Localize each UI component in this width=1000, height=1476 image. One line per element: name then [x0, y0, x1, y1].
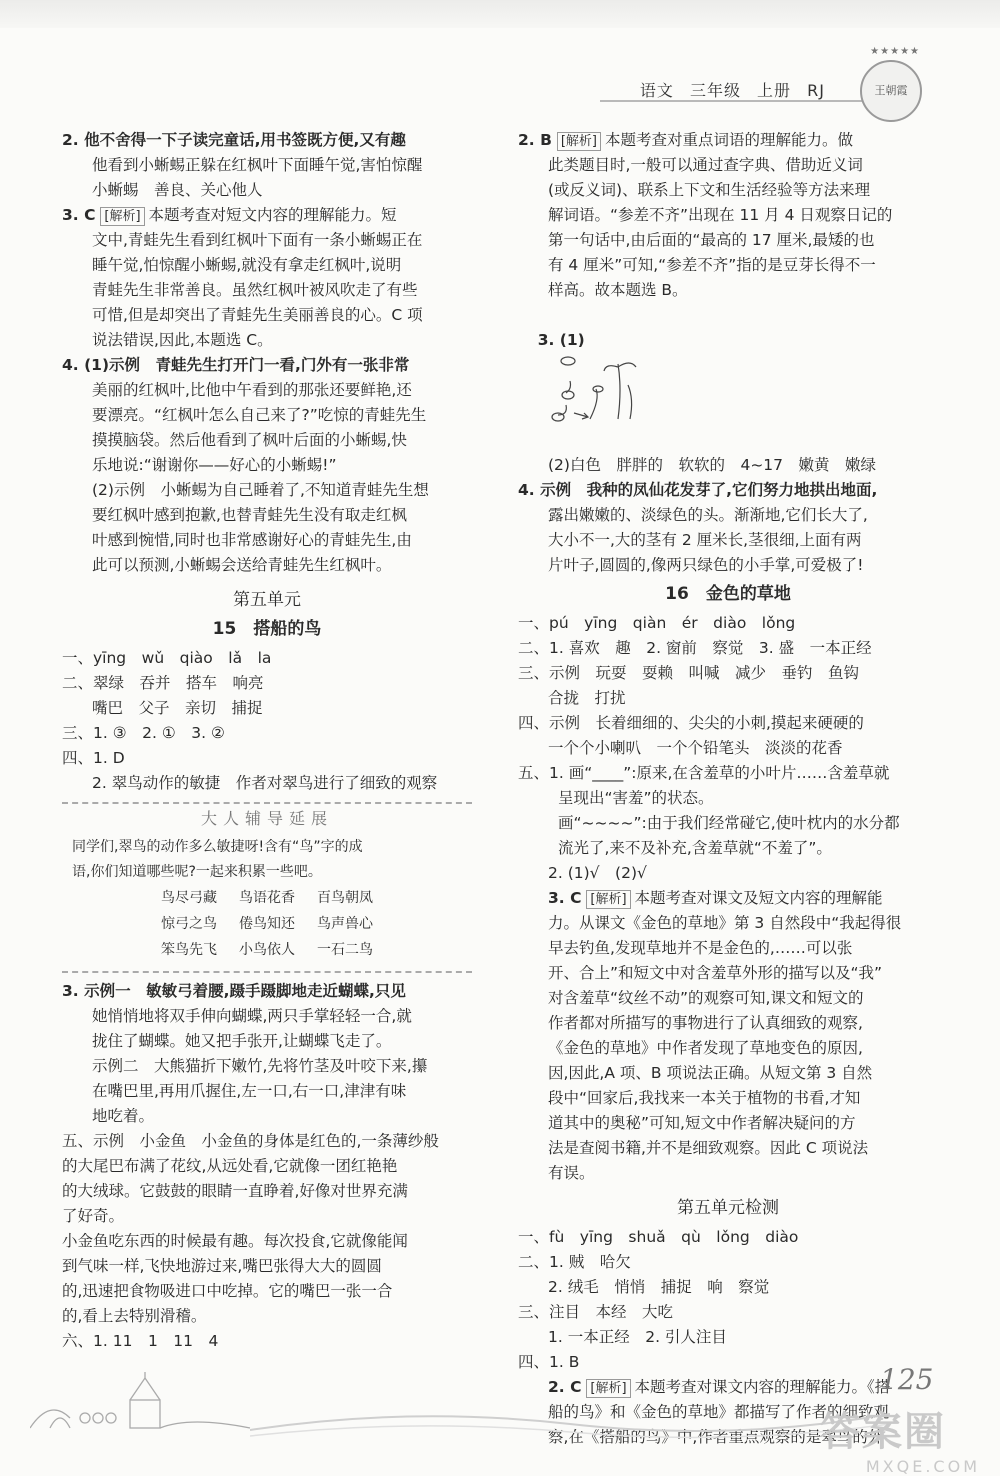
answer-line: 2. 翠鸟动作的敏捷 作者对翠鸟进行了细致的观察 [92, 774, 438, 792]
watermark-text: 答案圈 [820, 1409, 946, 1455]
answer-line: 四、1. B [518, 1353, 580, 1371]
subject-label: 语文 [639, 81, 674, 100]
answer-line: 2. 他不舍得一下子读完童话,用书签既方便,又有趣 [62, 131, 406, 149]
idiom: 倦鸟知还 [239, 916, 295, 932]
answer-line: 法是查阅书籍,并不是细致观察。因此 C 项说法 [548, 1139, 869, 1157]
answer-line: 作者都对所描写的事物进行了认真细致的观察, [548, 1014, 863, 1032]
answer-line: 叶感到惋惜,同时也非常感谢好心的青蛙先生,由 [92, 531, 412, 549]
answer-line: 一个个小喇叭 一个个铅笔头 淡淡的花香 [548, 739, 843, 757]
idiom: 鸟尽弓藏 [161, 890, 217, 906]
answer-line: 段中“回家后,我找来一本关于植物的书看,才知 [548, 1089, 861, 1107]
watermark-logo [820, 1400, 980, 1476]
answer-line: 二、翠绿 吞并 搭车 响亮 [62, 674, 264, 692]
idiom: 一石二鸟 [317, 942, 373, 958]
answer-line: 美丽的红枫叶,比他中午看到的那张还要鲜艳,还 [92, 381, 412, 399]
idiom: 笨鸟先飞 [161, 942, 217, 958]
rating-stars: ★★★★★ [870, 46, 920, 57]
answer-line: 船的鸟》和《金色的草地》都描写了作者的细致观 [548, 1403, 890, 1421]
answer-line: (或反义词)、联系上下文和生活经验等方法来理 [548, 181, 871, 199]
answer-line: 要漂亮。“红枫叶怎么自己来了?”吃惊的青蛙先生 [92, 406, 427, 424]
extension-title: 大人辅导延展 [200, 809, 333, 828]
answer-line: 露出嫩嫩的、淡绿色的头。渐渐地,它们长大了, [548, 506, 868, 524]
answer-line: 示例二 大熊猫折下嫩竹,先将竹茎及叶咬下来,攥 [92, 1057, 428, 1075]
answer-line: 4. 示例 我种的凤仙花发芽了,它们努力地拱出地面, [518, 481, 878, 499]
answer-line: 3. C [解析] 本题考查对短文内容的理解能力。短 [62, 206, 397, 224]
answer-line: 乐地说:“谢谢你——好心的小蜥蜴!” [92, 456, 337, 474]
idiom-row [72, 885, 462, 911]
answer-line: 3. 示例一 敏敏弓着腰,蹑手蹑脚地走近蝴蝶,只见 [62, 982, 406, 1000]
answer-line: 说法错误,因此,本题选 C。 [92, 331, 273, 349]
answer-line: 2. B [解析] 本题考查对重点词语的理解能力。做 [518, 131, 853, 149]
answer-line: 嘴巴 父子 亲切 捕捉 [92, 699, 263, 717]
header-rule [600, 100, 880, 102]
lesson-title: 15 搭船的鸟 [212, 619, 322, 639]
left-column [62, 128, 472, 1354]
extension-text: 语,你们知道哪些呢?一起来积累一些吧。 [72, 864, 322, 880]
answer-line: 五、1. 画“____”:原来,在含羞草的小叶片……含羞草就 [518, 764, 890, 782]
answer-line: 画“~~~~”:由于我们经常碰它,使叶枕内的水分都 [558, 814, 900, 832]
answer-line: 的,迅速把食物吸进口中吃掉。它的嘴巴一张一合 [62, 1282, 393, 1300]
answer-line: 流光了,来不及补充,含羞草就“不羞了”。 [558, 839, 832, 857]
answer-line: 开、合上”和短文中对含羞草外形的描写以及“我” [548, 964, 883, 982]
answer-line: 合拢 打扰 [548, 689, 626, 707]
right-column [518, 128, 938, 1450]
header-bar [0, 0, 1000, 28]
idiom: 小鸟依人 [239, 942, 295, 958]
answer-line: 大小不一,大的茎有 2 厘米长,茎很细,上面有两 [548, 531, 862, 549]
test-title: 第五单元检测 [677, 1198, 779, 1218]
answer-line: 力。从课文《金色的草地》第 3 自然段中“我起得很 [548, 914, 902, 932]
answer-line: 四、1. D [62, 749, 125, 767]
answer-line: 片叶子,圆圆的,像两只绿色的小手掌,可爱极了! [548, 556, 864, 574]
brand-badge-logo: 王朝霞 [860, 60, 922, 122]
answer-line: 摸摸脑袋。然后他看到了枫叶后面的小蜥蜴,快 [92, 431, 407, 449]
answer-line: 有误。 [548, 1164, 595, 1182]
analysis-tag: [解析] [586, 890, 630, 909]
answer-line: 拢住了蝴蝶。她又把手张开,让蝴蝶飞走了。 [92, 1032, 392, 1050]
answer-line: 一、fù yīng shuǎ qù lǒng diào [518, 1228, 799, 1246]
answer-line: 察,在《搭船的鸟》中,作者重点观察的是翠鸟的外 [548, 1428, 884, 1446]
answer-line: 小蜥蜴 善良、关心他人 [92, 181, 263, 199]
answer-line: 对含羞草“纹丝不动”的观察可知,课文和短文的 [548, 989, 864, 1007]
answer-line: 此类题目时,一般可以通过查字典、借助近义词 [548, 156, 863, 174]
answer-line: 一、yīng wǔ qiào lǎ la [62, 649, 272, 667]
footer-wave-decoration [250, 1400, 890, 1440]
lesson-title: 16 金色的草地 [665, 584, 791, 604]
unit-title: 第五单元 [233, 590, 301, 610]
answer-line: 3. C [解析] 本题考查对课文及短文内容的理解能 [548, 889, 883, 907]
answer-line: 文中,青蛙先生看到红枫叶下面有一条小蜥蜴正在 [92, 231, 423, 249]
answer-line: 青蛙先生非常善良。虽然红枫叶被风吹走了有些 [92, 281, 418, 299]
castle-illustration [30, 1370, 260, 1430]
answer-line: 小金鱼吃东西的时候最有趣。每次投食,它就像能闻 [62, 1232, 408, 1250]
answer-line: 3. (1) [518, 303, 938, 453]
answer-line: 四、示例 长着细细的、尖尖的小刺,摸起来硬硬的 [518, 714, 864, 732]
analysis-tag: [解析] [557, 132, 601, 151]
analysis-tag: [解析] [586, 1379, 630, 1398]
idiom: 惊弓之鸟 [161, 916, 217, 932]
answer-line: 解词语。“参差不齐”出现在 11 月 4 日观察日记的 [548, 206, 893, 224]
answer-line: 他看到小蜥蜴正躲在红枫叶下面睡午觉,害怕惊醒 [92, 156, 423, 174]
answer-line: 样高。故本题选 B。 [548, 281, 688, 299]
answer-line: 早去钓鱼,发现草地并不是金色的,……可以张 [548, 939, 853, 957]
answer-line: 要红枫叶感到抱歉,也替青蛙先生没有取走红枫 [92, 506, 407, 524]
answer-line: 到气味一样,飞快地游过来,嘴巴张得大大的圆圆 [62, 1257, 382, 1275]
answer-line: 2. C [解析] 本题考查对课文内容的理解能力。《搭 [548, 1378, 891, 1396]
answer-line: 地吃着。 [92, 1107, 155, 1125]
answer-line: 三、示例 玩耍 耍赖 叫喊 减少 垂钓 鱼钩 [518, 664, 860, 682]
answer-line: 的大尾巴布满了花纹,从远处看,它就像一团红艳艳 [62, 1157, 398, 1175]
answer-line: 1. 一本正经 2. 引人注目 [548, 1328, 727, 1346]
answer-line: 她悄悄地将双手伸向蝴蝶,两只手掌轻轻一合,就 [92, 1007, 412, 1025]
book-meta [630, 78, 825, 101]
extension-box [62, 802, 472, 973]
page-number: 125 [880, 1363, 934, 1396]
answer-line: 一、pú yīng qiàn ér diào lǒng [518, 614, 796, 632]
answer-line: 睡午觉,怕惊醒小蜥蜴,就没有拿走红枫叶,说明 [92, 256, 402, 274]
answer-line: 有 4 厘米”可知,“参差不齐”指的是豆芽长得不一 [548, 256, 876, 274]
page-header [0, 0, 1000, 110]
answer-line: 在嘴巴里,再用爪握住,左一口,右一口,津津有味 [92, 1082, 407, 1100]
watermark-url: MXQE.COM [865, 1457, 980, 1476]
answer-line: 道其中的奥秘”可知,短文中作者解决疑问的方 [548, 1114, 856, 1132]
answer-line: 《金色的草地》中作者发现了草地变色的原因, [548, 1039, 863, 1057]
idiom: 百鸟朝凤 [317, 890, 373, 906]
answer-line: 六、1. 11 1 11 4 [62, 1332, 219, 1350]
answer-line: 2. (1)√ (2)√ [548, 864, 647, 882]
answer-line: 2. 绒毛 悄悄 捕捉 响 察觉 [548, 1278, 770, 1296]
answer-line: (2)白色 胖胖的 软软的 4~17 嫩黄 嫩绿 [548, 456, 877, 474]
answer-line: 可惜,但是却突出了青蛙先生美丽善良的心。C 项 [92, 306, 423, 324]
grade-label: 三年级 [689, 81, 741, 100]
analysis-tag: [解析] [100, 207, 144, 226]
answer-line: (2)示例 小蜥蜴为自己睡着了,不知道青蛙先生想 [92, 481, 429, 499]
answer-line: 三、1. ③ 2. ① 3. ② [62, 724, 225, 742]
answer-line: 三、注目 本经 大吃 [518, 1303, 674, 1321]
extension-text: 同学们,翠鸟的动作多么敏捷呀!含有“鸟”字的成 [72, 839, 363, 855]
answer-line: 的,看上去特别滑稽。 [62, 1307, 207, 1325]
volume-label: 上册 [757, 81, 792, 100]
answer-line: 此可以预测,小蜥蜴会送给青蛙先生红枫叶。 [92, 556, 392, 574]
idiom-row [72, 911, 462, 937]
answer-line: 了好奇。 [62, 1207, 125, 1225]
idiom-row [72, 937, 462, 963]
answer-line: 二、1. 贼 哈欠 [518, 1253, 631, 1271]
answer-line: 因,因此,A 项、B 项说法正确。从短文第 3 自然 [548, 1064, 873, 1082]
answer-line: 二、1. 喜欢 趣 2. 窗前 察觉 3. 盛 一本正经 [518, 639, 872, 657]
idiom: 鸟声兽心 [317, 916, 373, 932]
answer-line: 的大绒球。它鼓鼓的眼睛一直睁着,好像对世界充满 [62, 1182, 408, 1200]
idiom: 鸟语花香 [239, 890, 295, 906]
answer-line: 呈现出“害羞”的状态。 [558, 789, 714, 807]
bean-sprout-diagram [548, 353, 668, 428]
answer-line: 第一句话中,由后面的“最高的 17 厘米,最矮的也 [548, 231, 875, 249]
edition-label: RJ [807, 81, 825, 100]
answer-line: 五、示例 小金鱼 小金鱼的身体是红色的,一条薄纱般 [62, 1132, 439, 1150]
answer-line: 4. (1)示例 青蛙先生打开门一看,门外有一张非常 [62, 356, 410, 374]
